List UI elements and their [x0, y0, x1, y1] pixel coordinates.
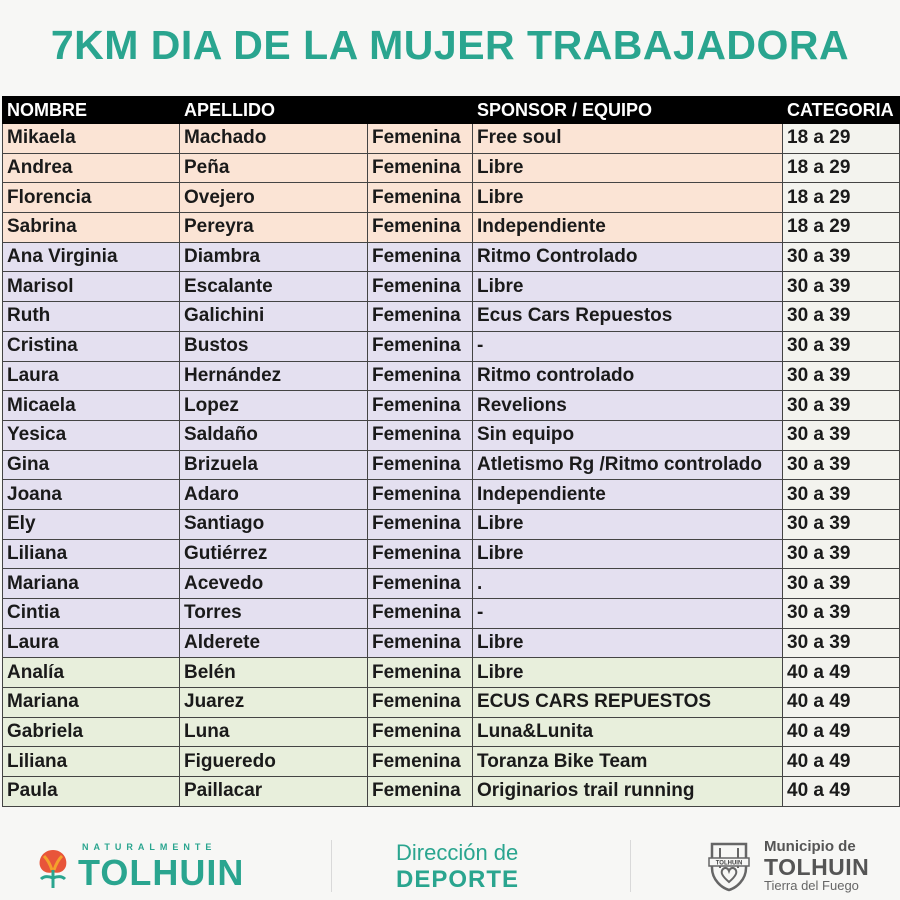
cell-equipo: Ritmo controlado — [473, 361, 783, 391]
cell-apellido: Paillacar — [180, 777, 368, 807]
logo-tagline: NATURALMENTE — [82, 842, 217, 852]
table-row — [3, 361, 900, 391]
table-row — [3, 153, 900, 183]
cell-categoria: 18 a 29 — [783, 153, 900, 183]
cell-genero: Femenina — [368, 213, 473, 243]
cell-genero: Femenina — [368, 747, 473, 777]
leaf-logo-icon — [36, 846, 70, 890]
cell-equipo: Independiente — [473, 213, 783, 243]
cell-apellido: Galichini — [180, 302, 368, 332]
table-row — [3, 420, 900, 450]
cell-genero: Femenina — [368, 420, 473, 450]
cell-categoria: 30 a 39 — [783, 391, 900, 421]
cell-nombre: Laura — [3, 628, 180, 658]
cell-equipo: Libre — [473, 628, 783, 658]
cell-apellido: Bustos — [180, 331, 368, 361]
cell-apellido: Torres — [180, 599, 368, 629]
col-header-nombre: NOMBRE — [3, 97, 180, 124]
table-row — [3, 688, 900, 718]
table-row — [3, 717, 900, 747]
table-row — [3, 450, 900, 480]
cell-categoria: 18 a 29 — [783, 213, 900, 243]
cell-nombre: Ely — [3, 509, 180, 539]
cell-nombre: Mariana — [3, 688, 180, 718]
cell-apellido: Saldaño — [180, 420, 368, 450]
logo-wordmark: TOLHUIN — [78, 852, 245, 893]
table-row — [3, 480, 900, 510]
divider — [630, 840, 631, 892]
table-row — [3, 124, 900, 154]
cell-categoria: 18 a 29 — [783, 183, 900, 213]
cell-apellido: Santiago — [180, 509, 368, 539]
cell-equipo: Toranza Bike Team — [473, 747, 783, 777]
cell-equipo: Free soul — [473, 124, 783, 154]
cell-apellido: Figueredo — [180, 747, 368, 777]
cell-apellido: Escalante — [180, 272, 368, 302]
cell-apellido: Adaro — [180, 480, 368, 510]
cell-genero: Femenina — [368, 450, 473, 480]
footer — [0, 820, 900, 900]
cell-nombre: Yesica — [3, 420, 180, 450]
table-row — [3, 747, 900, 777]
cell-genero: Femenina — [368, 302, 473, 332]
page-title: 7KM DIA DE LA MUJER TRABAJADORA — [50, 22, 850, 68]
table-row — [3, 183, 900, 213]
cell-apellido: Diambra — [180, 242, 368, 272]
cell-categoria: 30 a 39 — [783, 480, 900, 510]
cell-nombre: Analía — [3, 658, 180, 688]
table-row — [3, 242, 900, 272]
cell-nombre: Cintia — [3, 599, 180, 629]
cell-apellido: Ovejero — [180, 183, 368, 213]
cell-nombre: Cristina — [3, 331, 180, 361]
cell-equipo: Libre — [473, 183, 783, 213]
divider — [331, 840, 332, 892]
table-row — [3, 539, 900, 569]
cell-equipo: Originarios trail running — [473, 777, 783, 807]
cell-nombre: Mariana — [3, 569, 180, 599]
cell-categoria: 30 a 39 — [783, 509, 900, 539]
cell-genero: Femenina — [368, 183, 473, 213]
cell-genero: Femenina — [368, 153, 473, 183]
cell-apellido: Pereyra — [180, 213, 368, 243]
cell-nombre: Ruth — [3, 302, 180, 332]
cell-genero: Femenina — [368, 509, 473, 539]
cell-genero: Femenina — [368, 391, 473, 421]
tierra-del-fuego-line: Tierra del Fuego — [764, 878, 859, 893]
table-row — [3, 391, 900, 421]
tolhuin-line: TOLHUIN — [764, 854, 870, 880]
table-row — [3, 272, 900, 302]
table-row — [3, 213, 900, 243]
table-row — [3, 302, 900, 332]
cell-genero: Femenina — [368, 717, 473, 747]
cell-apellido: Brizuela — [180, 450, 368, 480]
direccion-deporte-logo — [396, 840, 556, 894]
cell-nombre: Liliana — [3, 747, 180, 777]
cell-apellido: Gutiérrez — [180, 539, 368, 569]
cell-categoria: 30 a 39 — [783, 302, 900, 332]
cell-equipo: Libre — [473, 658, 783, 688]
cell-apellido: Lopez — [180, 391, 368, 421]
cell-categoria: 18 a 29 — [783, 124, 900, 154]
municipio-logo — [706, 838, 896, 898]
cell-equipo: Revelions — [473, 391, 783, 421]
cell-equipo: Ecus Cars Repuestos — [473, 302, 783, 332]
table-row — [3, 509, 900, 539]
cell-equipo: Atletismo Rg /Ritmo controlado — [473, 450, 783, 480]
table-row — [3, 777, 900, 807]
direccion-line: Dirección de — [396, 840, 519, 865]
cell-nombre: Micaela — [3, 391, 180, 421]
cell-apellido: Acevedo — [180, 569, 368, 599]
cell-nombre: Mikaela — [3, 124, 180, 154]
cell-apellido: Hernández — [180, 361, 368, 391]
cell-categoria: 30 a 39 — [783, 272, 900, 302]
cell-genero: Femenina — [368, 539, 473, 569]
cell-equipo: ECUS CARS REPUESTOS — [473, 688, 783, 718]
cell-nombre: Liliana — [3, 539, 180, 569]
cell-genero: Femenina — [368, 777, 473, 807]
cell-categoria: 30 a 39 — [783, 539, 900, 569]
cell-genero: Femenina — [368, 628, 473, 658]
cell-apellido: Machado — [180, 124, 368, 154]
cell-categoria: 30 a 39 — [783, 361, 900, 391]
cell-equipo: Sin equipo — [473, 420, 783, 450]
cell-apellido: Peña — [180, 153, 368, 183]
cell-genero: Femenina — [368, 242, 473, 272]
cell-categoria: 40 a 49 — [783, 747, 900, 777]
table-header-row — [3, 97, 900, 124]
cell-nombre: Marisol — [3, 272, 180, 302]
table-row — [3, 331, 900, 361]
cell-genero: Femenina — [368, 124, 473, 154]
table-row — [3, 628, 900, 658]
table-row — [3, 569, 900, 599]
svg-text:TOLHUIN: TOLHUIN — [715, 860, 743, 867]
cell-apellido: Juarez — [180, 688, 368, 718]
cell-categoria: 40 a 49 — [783, 777, 900, 807]
cell-genero: Femenina — [368, 688, 473, 718]
cell-genero: Femenina — [368, 480, 473, 510]
cell-genero: Femenina — [368, 272, 473, 302]
cell-apellido: Alderete — [180, 628, 368, 658]
cell-apellido: Luna — [180, 717, 368, 747]
cell-nombre: Gabriela — [3, 717, 180, 747]
cell-genero: Femenina — [368, 361, 473, 391]
cell-equipo: - — [473, 599, 783, 629]
cell-categoria: 30 a 39 — [783, 331, 900, 361]
col-header-categoria: CATEGORIA — [783, 97, 900, 124]
col-header-genero — [368, 97, 473, 124]
cell-categoria: 30 a 39 — [783, 569, 900, 599]
cell-categoria: 30 a 39 — [783, 450, 900, 480]
col-header-sponsor: SPONSOR / EQUIPO — [473, 97, 783, 124]
cell-categoria: 30 a 39 — [783, 599, 900, 629]
registrants-table — [2, 96, 900, 807]
cell-categoria: 30 a 39 — [783, 242, 900, 272]
cell-nombre: Andrea — [3, 153, 180, 183]
cell-categoria: 30 a 39 — [783, 628, 900, 658]
cell-equipo: Libre — [473, 153, 783, 183]
cell-equipo: - — [473, 331, 783, 361]
cell-equipo: Luna&Lunita — [473, 717, 783, 747]
cell-nombre: Joana — [3, 480, 180, 510]
cell-genero: Femenina — [368, 599, 473, 629]
cell-categoria: 40 a 49 — [783, 658, 900, 688]
cell-nombre: Florencia — [3, 183, 180, 213]
cell-equipo: Independiente — [473, 480, 783, 510]
naturalmente-tolhuin-logo — [36, 842, 266, 892]
cell-equipo: Ritmo Controlado — [473, 242, 783, 272]
cell-categoria: 40 a 49 — [783, 688, 900, 718]
cell-equipo: Libre — [473, 272, 783, 302]
cell-nombre: Laura — [3, 361, 180, 391]
cell-equipo: . — [473, 569, 783, 599]
municipio-line: Municipio de — [764, 838, 856, 855]
cell-categoria: 40 a 49 — [783, 717, 900, 747]
cell-genero: Femenina — [368, 569, 473, 599]
deporte-line: DEPORTE — [396, 866, 520, 893]
cell-equipo: Libre — [473, 539, 783, 569]
municipal-crest-icon — [706, 838, 752, 892]
cell-nombre: Paula — [3, 777, 180, 807]
cell-nombre: Ana Virginia — [3, 242, 180, 272]
cell-nombre: Sabrina — [3, 213, 180, 243]
cell-nombre: Gina — [3, 450, 180, 480]
cell-genero: Femenina — [368, 658, 473, 688]
cell-equipo: Libre — [473, 509, 783, 539]
col-header-apellido: APELLIDO — [180, 97, 368, 124]
cell-categoria: 30 a 39 — [783, 420, 900, 450]
table-row — [3, 658, 900, 688]
cell-apellido: Belén — [180, 658, 368, 688]
cell-genero: Femenina — [368, 331, 473, 361]
table-row — [3, 599, 900, 629]
